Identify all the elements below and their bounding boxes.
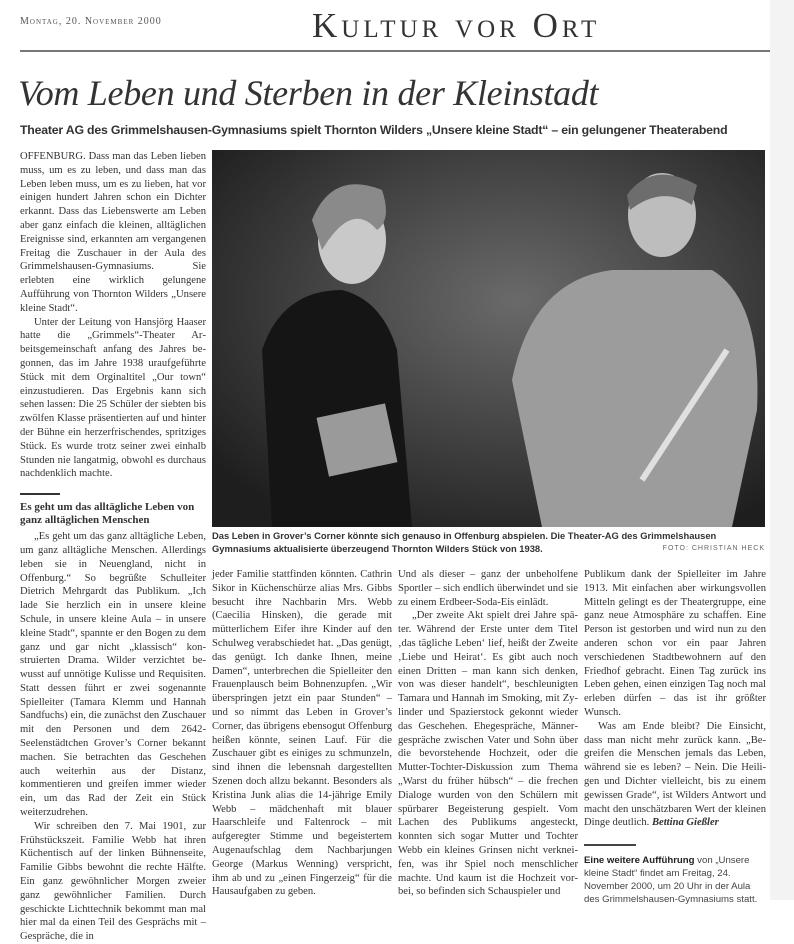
performance-note <box>584 854 766 906</box>
paragraph-text: Was am Ende bleibt? Die Einsicht, dass man nicht mehr zurück kann. „Begreifen die Menschen jemals das Leben, während sie es leben? – Nein. Die Heiligen und Dichter vielleicht, bis zu einem gewissen Grade“, ist Wilders Antwort und macht den unschätzbaren Wert der kleinen Dinge deutlich. <box>584 720 766 829</box>
paragraph: „Es geht um das ganz alltägliche Leben, um ganz alltägliche Menschen. Allerdings leben sie in Neuengland, nicht in Offenburg.“ So begrüßte Schulleiter Dietrich Mehrgardt das Publikum. „Ich lade Sie herzlich ein in unsere kleine Schule, in unsere kleine Aula – in unsere kleine Stadt“, spannte er den Bogen zu dem ganz und gar nicht „klassisch“ konstruierten Drama. Wilder verzichtet bewusst auf unnötige Kulisse und Requisiten. Statt dessen führt er zwei sogenannte Spielleiter (Tamara Klemm und Hannah Sandfuchs) ein, die zunächst den Zuschauer mit den Personen und dem 2642-Seelenstädtchen Grover’s Corner bekannt machen. Sie betrachten das Geschehen auch weiterhin aus der Distanz, kommentieren und greifen immer wieder ein, um das Rad der Zeit ein Stück weiterzudrehen. <box>20 531 206 819</box>
header-rule <box>20 50 770 52</box>
photo-credit: FOTO: CHRISTIAN HECK <box>662 544 765 552</box>
subheadline: Theater AG des Grimmelshausen-Gymnasiums spielt Thornton Wilders „Unsere kleine Stadt“ – ein gelungener Theaterabend <box>20 123 728 137</box>
paragraph: OFFENBURG. Dass man das Leben lieben muss, um es zu leben, und dass man das Leben leben muss, um es zu lieben, hat vor einigen hundert Jahren schon ein Dichter erkannt. Dass das Liebenswerte am Leben aber ganz einfach die kleinen, alltäglichen Ereignisse sind, erkannten am vergangenen Freitag die Zuschauer in der Aula des Grimmelshausen-Gymnasiums. Sie erlebten eine wirklich gelungene Aufführung von Thornton Wilders „Unsere kleine Stadt“. <box>20 151 206 314</box>
paragraph: „Der zweite Akt spielt drei Jahre später. Während der Erste unter dem Titel ‚das tägliche Leben‘ lief, heißt der Zweite ‚Liebe und Heirat‘. Es gibt auch noch einen Dritten – man kann sich denken, von was dieser handelt“, beschleunigten Tamara und Hannah im Smoking, mit Zylinder und Spazierstock gekonnt wieder das Geschehen. Ehegespräche, Männergespräche zwischen Vater und Sohn über die bevorstehende Hochzeit, oder die Mutter-Tochter-Diskussion zum Thema „Warst du früher hübsch“ – die frechen Dialoge wurden von den Schülern mit spürbarer Begeisterung gespielt. Vom Lachen des Publikums angesteckt, konnten sich sogar Mutter und Tochter Webb ein kleines Grinsen nicht verkneifen, was ihr Spiel noch menschlicher machte. Und kaum ist die Hochzeit vorbei, so befinden sich Schauspieler und <box>398 610 578 898</box>
paragraph: Unter der Leitung von Hansjörg Haaser hatte die „Grimmels“-Theater Arbeitsgemeinschaft anfang des Jahres begonnen, das im Jahre 1938 uraufgeführte Stück mit dem Orginaltitel „Our town“ einzustudieren. Das Ergebnis kann sich sehen lassen: Die 25 Schüler der siebten bis zwölfen Klasse präsentierten auf und hinter der Bühne ein herzerfrischendes, spritziges Stück. Es wurde trotz seiner zwei einhalb Stunden nie langatmig, obwohl es durchaus nachdenklich machte. <box>20 316 206 480</box>
headline: Vom Leben und Sterben in der Kleinstadt <box>18 73 599 113</box>
paragraph: Wir schreiben den 7. Mai 1901, zur Frühstückszeit. Familie Webb hat ihren Küchentisch auf der linken Bühnenseite, Familie Gibbs bewohnt die rechte Hälfte. Ein ganz gewöhnlicher Morgen zweier ganz gewöhnlicher Familien. Durch geschickte Lichttechnik bekommt man mal hier mal da einen Teil des Gesprächs mit – Gespräche, die in <box>20 820 206 943</box>
paragraph: Und als dieser – ganz der unbeholfene Sportler – sich endlich überwindet und sie zu einem Erdbeer-Soda-Eis einlädt. <box>398 569 578 608</box>
subheading-rule <box>20 493 60 495</box>
dateline: Montag, 20. November 2000 <box>20 16 162 27</box>
subheading: Es geht um das alltägliche Leben von ganz alltäglichen Menschen <box>20 501 195 527</box>
section-title: Kultur vor Ort <box>312 6 601 45</box>
paragraph: jeder Familie stattfinden könnten. Cathrin Sikor in Küchenschürze alias Mrs. Gibbs besucht ihre Nachbarin Mrs. Webb (Caecilia Hinsken), die gerade mit mütterlichem Eifer ihre Kinder auf den Schulweg verabschiedet hat. „Das genügt, das genügt. Ich danke Ihnen, meine Damen“, unterbrechen die Spielleiter den Frauenplausch beim Bohnenzupfen. „Wir überspringen jetzt ein paar Stunden“ – und so nimmt das Leben in Grover’s Corner, das übrigens ebensogut Offenburg heißen könnte, seinen Lauf. Für die Zuschauer gibt es einiges zu schmunzeln, sind ihnen die lebensnah dargestellten Szenen doch allzu bekannt. Besonders als Kristina Junk alias die 14-jährige Emily Webb – mädchenhaft mit blauer Haarschleife und Faltenrock – mit aufgeregter Stimme und begeistertem Augenaufschlag dem Nachbarjungen George (Markus Wenning) verspricht, ihm ab und zu „einen Fingerzeig“ für die Hausaufgaben zu geben. <box>212 569 392 898</box>
column-1 <box>20 150 206 944</box>
photo-caption <box>212 530 765 555</box>
column-4 <box>584 568 766 906</box>
photo-actors-image <box>212 150 765 527</box>
note-lead: Eine weitere Aufführung <box>584 854 695 866</box>
column-2 <box>212 568 392 899</box>
note-text: von „Unsere kleine Stadt“ findet am Freitag, 24. November 2000, um 20 Uhr in der Aula des Grimmelshausen-Gymnasiums statt. <box>584 854 758 905</box>
paragraph: Publikum dank der Spielleiter im Jahre 1913. Mit einfachen aber wirkungsvollen Mitteln gelingt es der Theatergruppe, eine ganz neue Atmosphäre zu schaffen. Eine Person ist gestorben und wird nun zu den anderen schon vor ein paar Jahren verschiedenen Stadtbewohnern auf den Friedhof gebracht. Einen Tag zurück ins Leben gehen, einen einzigen Tag noch mal erleben dürfen – das ist ihr größter Wunsch. <box>584 569 766 718</box>
article-photo <box>212 150 765 527</box>
column-3 <box>398 568 578 899</box>
note-rule <box>584 844 636 846</box>
author-signature: Bettina Gießler <box>651 817 719 829</box>
page-edge <box>770 0 794 900</box>
paragraph <box>584 720 766 830</box>
caption-text: Das Leben in Grover’s Corner könnte sich genauso in Offenburg abspielen. Die Theater-AG des Grimmelshausen Gymnasiums aktualisierte überzeugend Thornton Wilders Stück von 1938. <box>212 530 717 554</box>
